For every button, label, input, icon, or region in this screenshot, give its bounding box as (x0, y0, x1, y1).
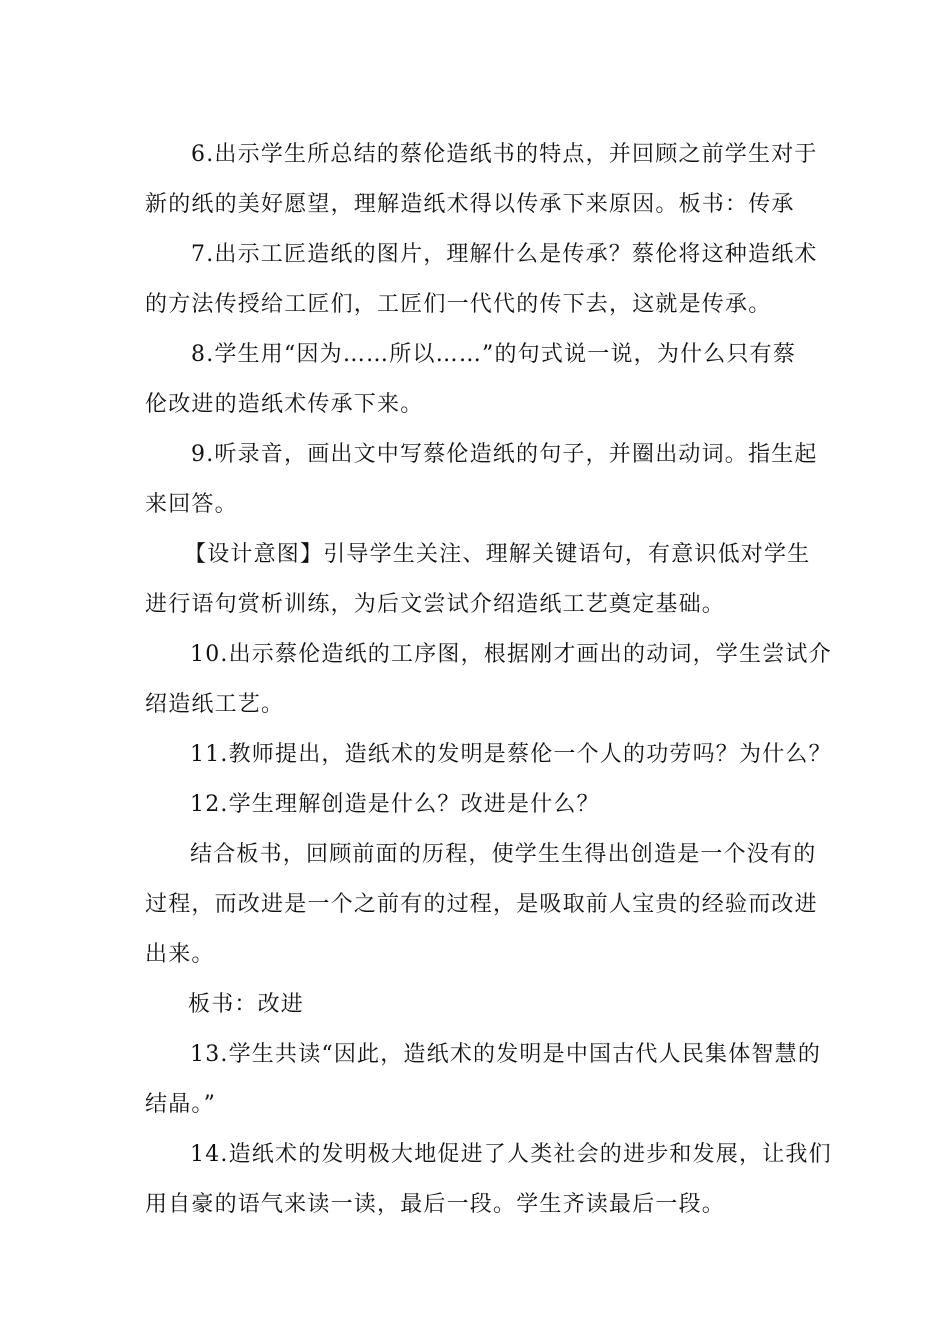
design-intent-line-1: 【设计意图】引导学生关注、理解关键语句，有意识低对学生 (184, 542, 811, 567)
paragraph-7-line-1: 7.出示工匠造纸的图片，理解什么是传承？蔡伦将这种造纸术 (191, 242, 818, 267)
paragraph-7-line-2: 的方法传授给工匠们，工匠们一代代的传下去，这就是传承。 (145, 292, 772, 317)
summary-line-3: 出来。 (145, 942, 215, 967)
paragraph-6-line-2: 新的纸的美好愿望，理解造纸术得以传承下来原因。板书：传承 (145, 192, 795, 217)
paragraph-10-line-1: 10.出示蔡伦造纸的工序图，根据刚才画出的动词，学生尝试介 (190, 642, 832, 667)
board-writing-line: 板书：改进 (188, 992, 305, 1017)
design-intent-line-2: 进行语句赏析训练，为后文尝试介绍造纸工艺奠定基础。 (145, 592, 726, 617)
paragraph-13-line-2: 结晶。” (145, 1092, 217, 1117)
paragraph-8-line-2: 伦改进的造纸术传承下来。 (145, 392, 424, 417)
paragraph-13-line-1: 13.学生共读“因此，造纸术的发明是中国古代人民集体智慧的 (190, 1042, 822, 1067)
paragraph-12: 12.学生理解创造是什么？改进是什么？ (190, 792, 600, 817)
paragraph-14-line-2: 用自豪的语气来读一读，最后一段。学生齐读最后一段。 (145, 1192, 726, 1217)
summary-line-1: 结合板书，回顾前面的历程，使学生生得出创造是一个没有的 (190, 842, 817, 867)
paragraph-9-line-2: 来回答。 (145, 492, 238, 517)
paragraph-10-line-2: 绍造纸工艺。 (145, 692, 285, 717)
paragraph-11: 11.教师提出，造纸术的发明是蔡伦一个人的功劳吗？为什么？ (190, 742, 832, 767)
paragraph-9-line-1: 9.听录音，画出文中写蔡伦造纸的句子，并圈出动词。指生起 (191, 442, 818, 467)
paragraph-6-line-1: 6.出示学生所总结的蔡伦造纸书的特点，并回顾之前学生对于 (191, 142, 818, 167)
paragraph-8-line-1: 8.学生用“因为……所以……”的句式说一说，为什么只有蔡 (191, 342, 797, 367)
paragraph-14-line-1: 14.造纸术的发明极大地促进了人类社会的进步和发展，让我们 (190, 1142, 832, 1167)
summary-line-2: 过程，而改进是一个之前有的过程，是吸取前人宝贵的经验而改进 (145, 892, 818, 917)
